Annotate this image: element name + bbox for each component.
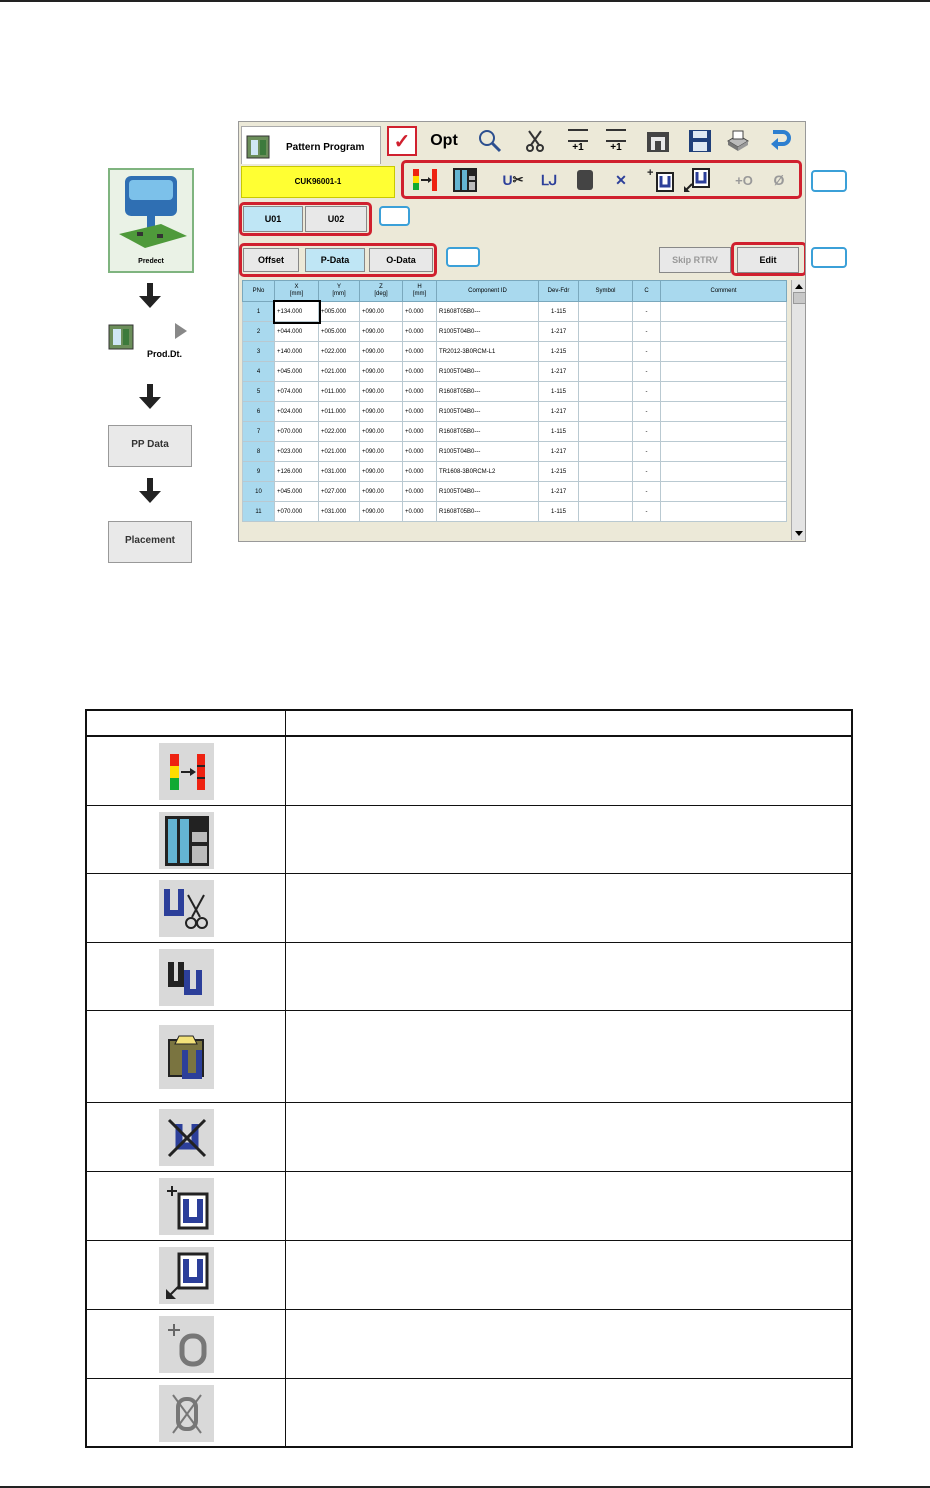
table-cell[interactable]: +011.000 bbox=[319, 382, 360, 402]
table-cell[interactable]: 1-217 bbox=[539, 482, 579, 502]
scroll-up-icon[interactable] bbox=[795, 284, 803, 289]
callout-unit-tabs bbox=[379, 206, 410, 226]
data-tabs-highlight bbox=[239, 243, 437, 277]
table-cell[interactable]: 10 bbox=[243, 482, 275, 502]
table-cell[interactable] bbox=[661, 442, 787, 462]
column-name: Comment bbox=[710, 287, 737, 294]
column-name: Y bbox=[336, 284, 341, 290]
table-cell[interactable]: +0.000 bbox=[403, 302, 437, 322]
table-cell[interactable] bbox=[661, 482, 787, 502]
prod-dt-icon bbox=[107, 321, 137, 351]
search-button[interactable] bbox=[475, 126, 505, 156]
edit-button[interactable]: Edit bbox=[737, 247, 799, 273]
origin-add-icon: +O bbox=[735, 172, 753, 188]
pattern-program-tab[interactable] bbox=[241, 126, 381, 164]
table-cell[interactable]: +0.000 bbox=[403, 442, 437, 462]
table-cell[interactable]: +070.000 bbox=[275, 422, 319, 442]
table-cell[interactable]: +021.000 bbox=[319, 362, 360, 382]
table-cell[interactable]: +140.000 bbox=[275, 342, 319, 362]
table-cell[interactable]: 1-115 bbox=[539, 422, 579, 442]
table-cell[interactable]: +090.00 bbox=[360, 422, 403, 442]
return-arrow-icon bbox=[769, 129, 791, 153]
column-name: Z bbox=[379, 284, 383, 290]
table-cell[interactable]: - bbox=[633, 482, 661, 502]
toolbar-highlight bbox=[401, 160, 802, 199]
table-row[interactable] bbox=[243, 442, 787, 462]
renumber-a-button[interactable] bbox=[563, 126, 593, 156]
origin-delete-icon bbox=[159, 1385, 214, 1442]
table-cell[interactable]: +0.000 bbox=[403, 342, 437, 362]
table-row[interactable] bbox=[243, 402, 787, 422]
table-cell[interactable]: TR1608-3B0RCM-L2 bbox=[437, 462, 539, 482]
plus-one-b-label: +1 bbox=[610, 142, 622, 153]
opt-button[interactable]: Opt bbox=[430, 132, 458, 149]
table-cell[interactable] bbox=[661, 422, 787, 442]
table-cell[interactable]: +005.000 bbox=[319, 302, 360, 322]
origin-add-icon bbox=[159, 1316, 214, 1373]
machine-icon bbox=[111, 172, 193, 254]
table-cell[interactable]: +021.000 bbox=[319, 442, 360, 462]
legend-row bbox=[87, 1010, 851, 1102]
legend-row bbox=[87, 1171, 851, 1240]
table-cell[interactable]: 1-217 bbox=[539, 322, 579, 342]
table-cell[interactable]: 3 bbox=[243, 342, 275, 362]
printer-icon bbox=[725, 129, 751, 153]
column-name: Symbol bbox=[595, 287, 616, 294]
table-cell[interactable]: +0.000 bbox=[403, 362, 437, 382]
table-cell[interactable]: +027.000 bbox=[319, 482, 360, 502]
table-row[interactable] bbox=[243, 342, 787, 362]
table-cell[interactable]: 1-115 bbox=[539, 302, 579, 322]
column-header[interactable] bbox=[243, 281, 275, 302]
column-header[interactable] bbox=[275, 281, 319, 302]
scissors-icon bbox=[525, 129, 545, 153]
column-name: H bbox=[417, 284, 422, 290]
table-cell[interactable]: - bbox=[633, 402, 661, 422]
table-row[interactable] bbox=[243, 502, 787, 522]
table-cell[interactable]: +044.000 bbox=[275, 322, 319, 342]
unit-cut-icon bbox=[159, 880, 214, 937]
scroll-thumb[interactable] bbox=[793, 292, 806, 304]
svg-text:+: + bbox=[647, 167, 654, 179]
table-cell[interactable]: +045.000 bbox=[275, 362, 319, 382]
table-cell[interactable]: +074.000 bbox=[275, 382, 319, 402]
table-cell[interactable]: R1608T05B0--- bbox=[437, 302, 539, 322]
table-cell[interactable]: +011.000 bbox=[319, 402, 360, 422]
table-cell[interactable]: +090.00 bbox=[360, 462, 403, 482]
table-cell[interactable]: R1005T04B0--- bbox=[437, 442, 539, 462]
table-cell[interactable]: 6 bbox=[243, 402, 275, 422]
pp-data-button[interactable]: PP Data bbox=[108, 425, 192, 467]
table-cell[interactable]: 1-115 bbox=[539, 382, 579, 402]
table-cell[interactable] bbox=[579, 482, 633, 502]
predect-tile[interactable] bbox=[108, 168, 194, 273]
table-row[interactable] bbox=[243, 362, 787, 382]
table-cell[interactable]: +090.00 bbox=[360, 322, 403, 342]
unit-copy-icon bbox=[159, 949, 214, 1006]
table-row[interactable] bbox=[243, 482, 787, 502]
placement-data-table bbox=[242, 280, 787, 522]
table-cell[interactable]: - bbox=[633, 442, 661, 462]
check-button[interactable]: ✓ bbox=[387, 126, 417, 156]
unit-tab-u02[interactable]: U02 bbox=[305, 206, 367, 232]
placement-button[interactable]: Placement bbox=[108, 521, 192, 563]
table-cell[interactable]: 1 bbox=[243, 302, 275, 322]
origin-delete-icon: Ø bbox=[773, 172, 785, 188]
program-name-bar bbox=[241, 166, 395, 198]
traffic-light-transfer-icon bbox=[159, 743, 214, 800]
table-cell[interactable]: 5 bbox=[243, 382, 275, 402]
table-cell[interactable]: +090.00 bbox=[360, 482, 403, 502]
table-cell[interactable]: +0.000 bbox=[403, 422, 437, 442]
column-unit: [deg] bbox=[374, 291, 388, 297]
library-button[interactable] bbox=[643, 126, 673, 156]
table-cell[interactable] bbox=[579, 342, 633, 362]
edit-highlight bbox=[731, 242, 806, 276]
table-cell[interactable]: - bbox=[633, 302, 661, 322]
cut-button[interactable] bbox=[520, 126, 550, 156]
table-cell[interactable]: - bbox=[633, 342, 661, 362]
exit-button[interactable] bbox=[765, 126, 795, 156]
program-name: CUK96001-1 bbox=[294, 177, 342, 186]
table-header-row bbox=[243, 281, 787, 302]
legend-row bbox=[87, 1240, 851, 1309]
pattern-program-window bbox=[238, 121, 806, 542]
table-cell[interactable]: - bbox=[633, 362, 661, 382]
table-cell[interactable]: - bbox=[633, 462, 661, 482]
column-header[interactable] bbox=[661, 281, 787, 302]
table-cell[interactable]: TR2012-3B0RCM-L1 bbox=[437, 342, 539, 362]
legend-row bbox=[87, 1378, 851, 1446]
table-cell[interactable]: +024.000 bbox=[275, 402, 319, 422]
table-cell[interactable] bbox=[579, 422, 633, 442]
table-cell[interactable]: 1-215 bbox=[539, 342, 579, 362]
unit-import-icon bbox=[159, 1247, 214, 1304]
table-row[interactable] bbox=[243, 422, 787, 442]
table-cell[interactable]: - bbox=[633, 422, 661, 442]
table-cell[interactable] bbox=[661, 342, 787, 362]
column-header[interactable] bbox=[579, 281, 633, 302]
table-cell[interactable]: +0.000 bbox=[403, 322, 437, 342]
table-cell[interactable] bbox=[579, 302, 633, 322]
table-cell[interactable]: R1005T04B0--- bbox=[437, 402, 539, 422]
table-row[interactable] bbox=[243, 302, 787, 322]
table-cell[interactable]: 11 bbox=[243, 502, 275, 522]
legend-header bbox=[87, 711, 851, 737]
table-cell[interactable] bbox=[661, 502, 787, 522]
table-cell[interactable]: R1005T04B0--- bbox=[437, 482, 539, 502]
table-cell[interactable]: +022.000 bbox=[319, 422, 360, 442]
table-cell[interactable] bbox=[661, 322, 787, 342]
vertical-scrollbar[interactable] bbox=[791, 280, 805, 540]
table-cell[interactable] bbox=[579, 442, 633, 462]
magnifier-icon bbox=[478, 129, 502, 153]
table-cell[interactable]: +0.000 bbox=[403, 502, 437, 522]
table-cell[interactable] bbox=[579, 402, 633, 422]
callout-edit bbox=[811, 247, 847, 268]
legend-row bbox=[87, 873, 851, 942]
column-layout-icon bbox=[159, 812, 214, 869]
tab-p-data[interactable]: P-Data bbox=[305, 248, 365, 272]
tab-o-data[interactable]: O-Data bbox=[369, 248, 433, 272]
column-name: X bbox=[294, 284, 299, 290]
table-cell[interactable]: 7 bbox=[243, 422, 275, 442]
column-header[interactable] bbox=[360, 281, 403, 302]
unit-delete-icon bbox=[159, 1109, 214, 1166]
table-cell[interactable]: 1-217 bbox=[539, 442, 579, 462]
pattern-program-icon bbox=[246, 133, 272, 159]
unit-add-icon bbox=[159, 1178, 214, 1235]
table-cell[interactable]: +126.000 bbox=[275, 462, 319, 482]
table-cell[interactable]: R1005T04B0--- bbox=[437, 322, 539, 342]
library-icon bbox=[645, 128, 671, 154]
column-name: Dev-Fdr bbox=[547, 287, 570, 294]
legend-row bbox=[87, 1309, 851, 1378]
top-rule bbox=[0, 0, 930, 2]
plus-one-a-label: +1 bbox=[572, 142, 584, 153]
column-name: PNo bbox=[252, 287, 265, 294]
unit-tab-u01[interactable]: U01 bbox=[243, 206, 303, 232]
table-cell[interactable]: R1005T04B0--- bbox=[437, 362, 539, 382]
table-cell[interactable]: +090.00 bbox=[360, 402, 403, 422]
callout-toolbar bbox=[811, 170, 847, 192]
table-row[interactable] bbox=[243, 382, 787, 402]
table-row[interactable] bbox=[243, 322, 787, 342]
print-button[interactable] bbox=[723, 126, 753, 156]
table-cell[interactable]: - bbox=[633, 502, 661, 522]
table-cell[interactable]: +134.000 bbox=[275, 302, 319, 322]
table-cell[interactable]: - bbox=[633, 322, 661, 342]
lines-icon bbox=[606, 129, 626, 142]
table-cell[interactable]: +090.00 bbox=[360, 382, 403, 402]
column-header[interactable] bbox=[437, 281, 539, 302]
table-cell[interactable]: +045.000 bbox=[275, 482, 319, 502]
table-cell[interactable]: R1608T05B0--- bbox=[437, 382, 539, 402]
table-cell[interactable]: +005.000 bbox=[319, 322, 360, 342]
table-cell[interactable]: 1-115 bbox=[539, 502, 579, 522]
column-header[interactable] bbox=[319, 281, 360, 302]
scroll-down-icon[interactable] bbox=[795, 531, 803, 536]
table-cell[interactable]: +090.00 bbox=[360, 442, 403, 462]
table-cell[interactable]: R1608T05B0--- bbox=[437, 422, 539, 442]
table-cell[interactable]: 4 bbox=[243, 362, 275, 382]
column-name: Component ID bbox=[468, 287, 507, 294]
renumber-b-button[interactable] bbox=[601, 126, 631, 156]
column-unit: [mm] bbox=[289, 291, 304, 297]
table-cell[interactable]: - bbox=[633, 382, 661, 402]
table-cell[interactable] bbox=[579, 502, 633, 522]
predect-label: Predect bbox=[138, 258, 164, 265]
column-name: C bbox=[644, 287, 649, 294]
table-cell[interactable]: +090.00 bbox=[360, 502, 403, 522]
table-cell[interactable] bbox=[579, 462, 633, 482]
table-cell[interactable]: 2 bbox=[243, 322, 275, 342]
table-cell[interactable]: +031.000 bbox=[319, 502, 360, 522]
table-cell[interactable] bbox=[661, 402, 787, 422]
table-cell[interactable]: +023.000 bbox=[275, 442, 319, 462]
callout-data-tabs bbox=[446, 247, 480, 267]
table-cell[interactable]: +0.000 bbox=[403, 402, 437, 422]
unit-cut-icon: U bbox=[502, 172, 513, 188]
unit-copy-icon: ᒪᒍ bbox=[540, 171, 558, 188]
table-cell[interactable]: +022.000 bbox=[319, 342, 360, 362]
unit-paste-icon bbox=[159, 1025, 214, 1089]
table-cell[interactable]: +0.000 bbox=[403, 462, 437, 482]
icon-legend-table bbox=[85, 709, 853, 1448]
skip-rtrv-button[interactable]: Skip RTRV bbox=[659, 247, 731, 273]
table-cell[interactable]: 1-217 bbox=[539, 362, 579, 382]
scissors-icon: ✂ bbox=[512, 172, 524, 187]
unit-delete-icon: ✕ bbox=[615, 171, 627, 188]
table-cell[interactable]: +090.00 bbox=[360, 342, 403, 362]
legend-row bbox=[87, 1102, 851, 1171]
tab-title: Pattern Program bbox=[286, 142, 365, 153]
table-cell[interactable]: +090.00 bbox=[360, 302, 403, 322]
floppy-disk-icon bbox=[688, 129, 712, 153]
legend-row bbox=[87, 805, 851, 873]
play-arrow-icon bbox=[175, 323, 187, 339]
table-cell[interactable]: +031.000 bbox=[319, 462, 360, 482]
lines-icon bbox=[568, 129, 588, 142]
prod-dt-label: Prod.Dt. bbox=[147, 349, 182, 359]
tab-offset[interactable]: Offset bbox=[243, 248, 299, 272]
table-cell[interactable] bbox=[579, 382, 633, 402]
table-cell[interactable] bbox=[579, 322, 633, 342]
unit-tabs-highlight bbox=[239, 202, 372, 236]
table-cell[interactable]: 1-215 bbox=[539, 462, 579, 482]
column-unit: [mm] bbox=[332, 291, 346, 297]
prod-dt-button[interactable] bbox=[107, 321, 193, 363]
table-cell[interactable] bbox=[661, 302, 787, 322]
column-header[interactable] bbox=[403, 281, 437, 302]
table-cell[interactable]: +0.000 bbox=[403, 382, 437, 402]
table-cell[interactable]: +090.00 bbox=[360, 362, 403, 382]
table-cell[interactable] bbox=[661, 462, 787, 482]
table-row[interactable] bbox=[243, 462, 787, 482]
column-header[interactable] bbox=[633, 281, 661, 302]
table-cell[interactable]: 9 bbox=[243, 462, 275, 482]
table-cell[interactable]: 8 bbox=[243, 442, 275, 462]
table-cell[interactable]: +0.000 bbox=[403, 482, 437, 502]
legend-row bbox=[87, 737, 851, 805]
table-cell[interactable] bbox=[661, 382, 787, 402]
table-cell[interactable]: 1-217 bbox=[539, 402, 579, 422]
column-unit: [mm] bbox=[412, 291, 427, 297]
table-cell[interactable]: R1608T05B0--- bbox=[437, 502, 539, 522]
table-cell[interactable] bbox=[661, 362, 787, 382]
column-header[interactable] bbox=[539, 281, 579, 302]
save-button[interactable] bbox=[685, 126, 715, 156]
table-cell[interactable]: +070.000 bbox=[275, 502, 319, 522]
legend-row bbox=[87, 942, 851, 1010]
table-cell[interactable] bbox=[579, 362, 633, 382]
